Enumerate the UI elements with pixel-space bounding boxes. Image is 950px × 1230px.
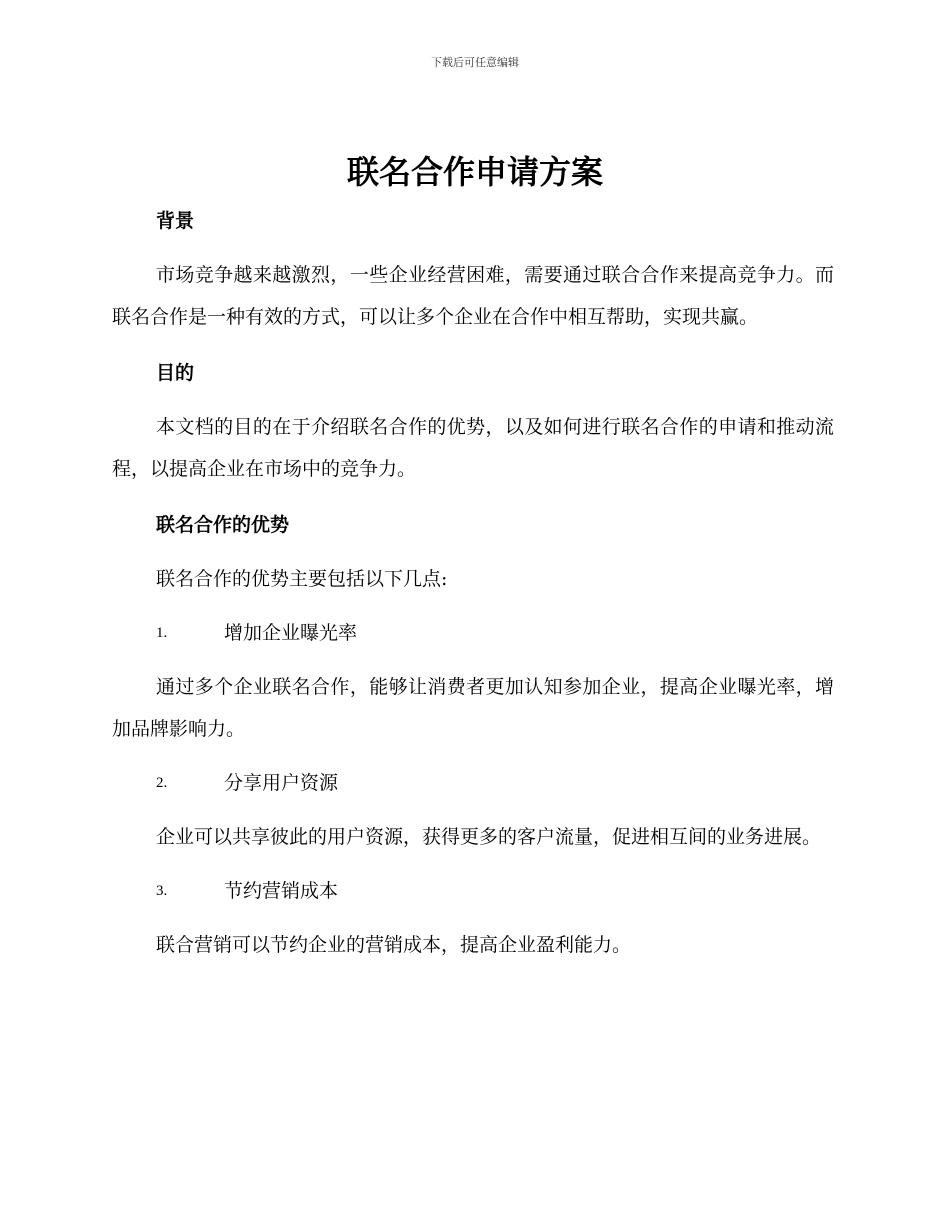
- list-number: 2.: [156, 775, 168, 791]
- list-number: 1.: [156, 625, 168, 641]
- document-title: 联名合作申请方案: [346, 153, 603, 191]
- list-item-3: [112, 870, 834, 912]
- list-number: 3.: [156, 883, 168, 899]
- section-heading-advantages: 联名合作的优势: [156, 514, 290, 536]
- list-item-2: [112, 762, 834, 804]
- list-item-1: [112, 612, 834, 654]
- header-note: 下载后可任意编辑: [431, 56, 519, 69]
- section-heading-purpose: 目的: [156, 362, 195, 384]
- list-item-3-paragraph: 联合营销可以节约企业的营销成本，提高企业盈利能力。: [156, 934, 632, 956]
- list-item-title: 节约营销成本: [224, 880, 339, 902]
- list-item-1-paragraph: 通过多个企业联名合作，能够让消费者更加认知参加企业，提高企业曝光率，增加品牌影响力。: [112, 676, 834, 740]
- purpose-paragraph: 本文档的目的在于介绍联名合作的优势，以及如何进行联名合作的申请和推动流程，以提高企业在市场中的竞争力。: [112, 416, 834, 480]
- advantages-intro: 联名合作的优势主要包括以下几点:: [156, 568, 448, 590]
- list-item-2-paragraph: 企业可以共享彼此的用户资源，获得更多的客户流量，促进相互间的业务进展。: [156, 826, 822, 848]
- document-body: [112, 200, 834, 966]
- list-item-title: 增加企业曝光率: [224, 622, 358, 644]
- background-paragraph: 市场竞争越来越激烈，一些企业经营困难，需要通过联合合作来提高竞争力。而联名合作是一种有效的方式，可以让多个企业在合作中相互帮助，实现共赢。: [112, 264, 834, 328]
- list-item-title: 分享用户资源: [224, 772, 339, 794]
- section-heading-background: 背景: [156, 210, 195, 232]
